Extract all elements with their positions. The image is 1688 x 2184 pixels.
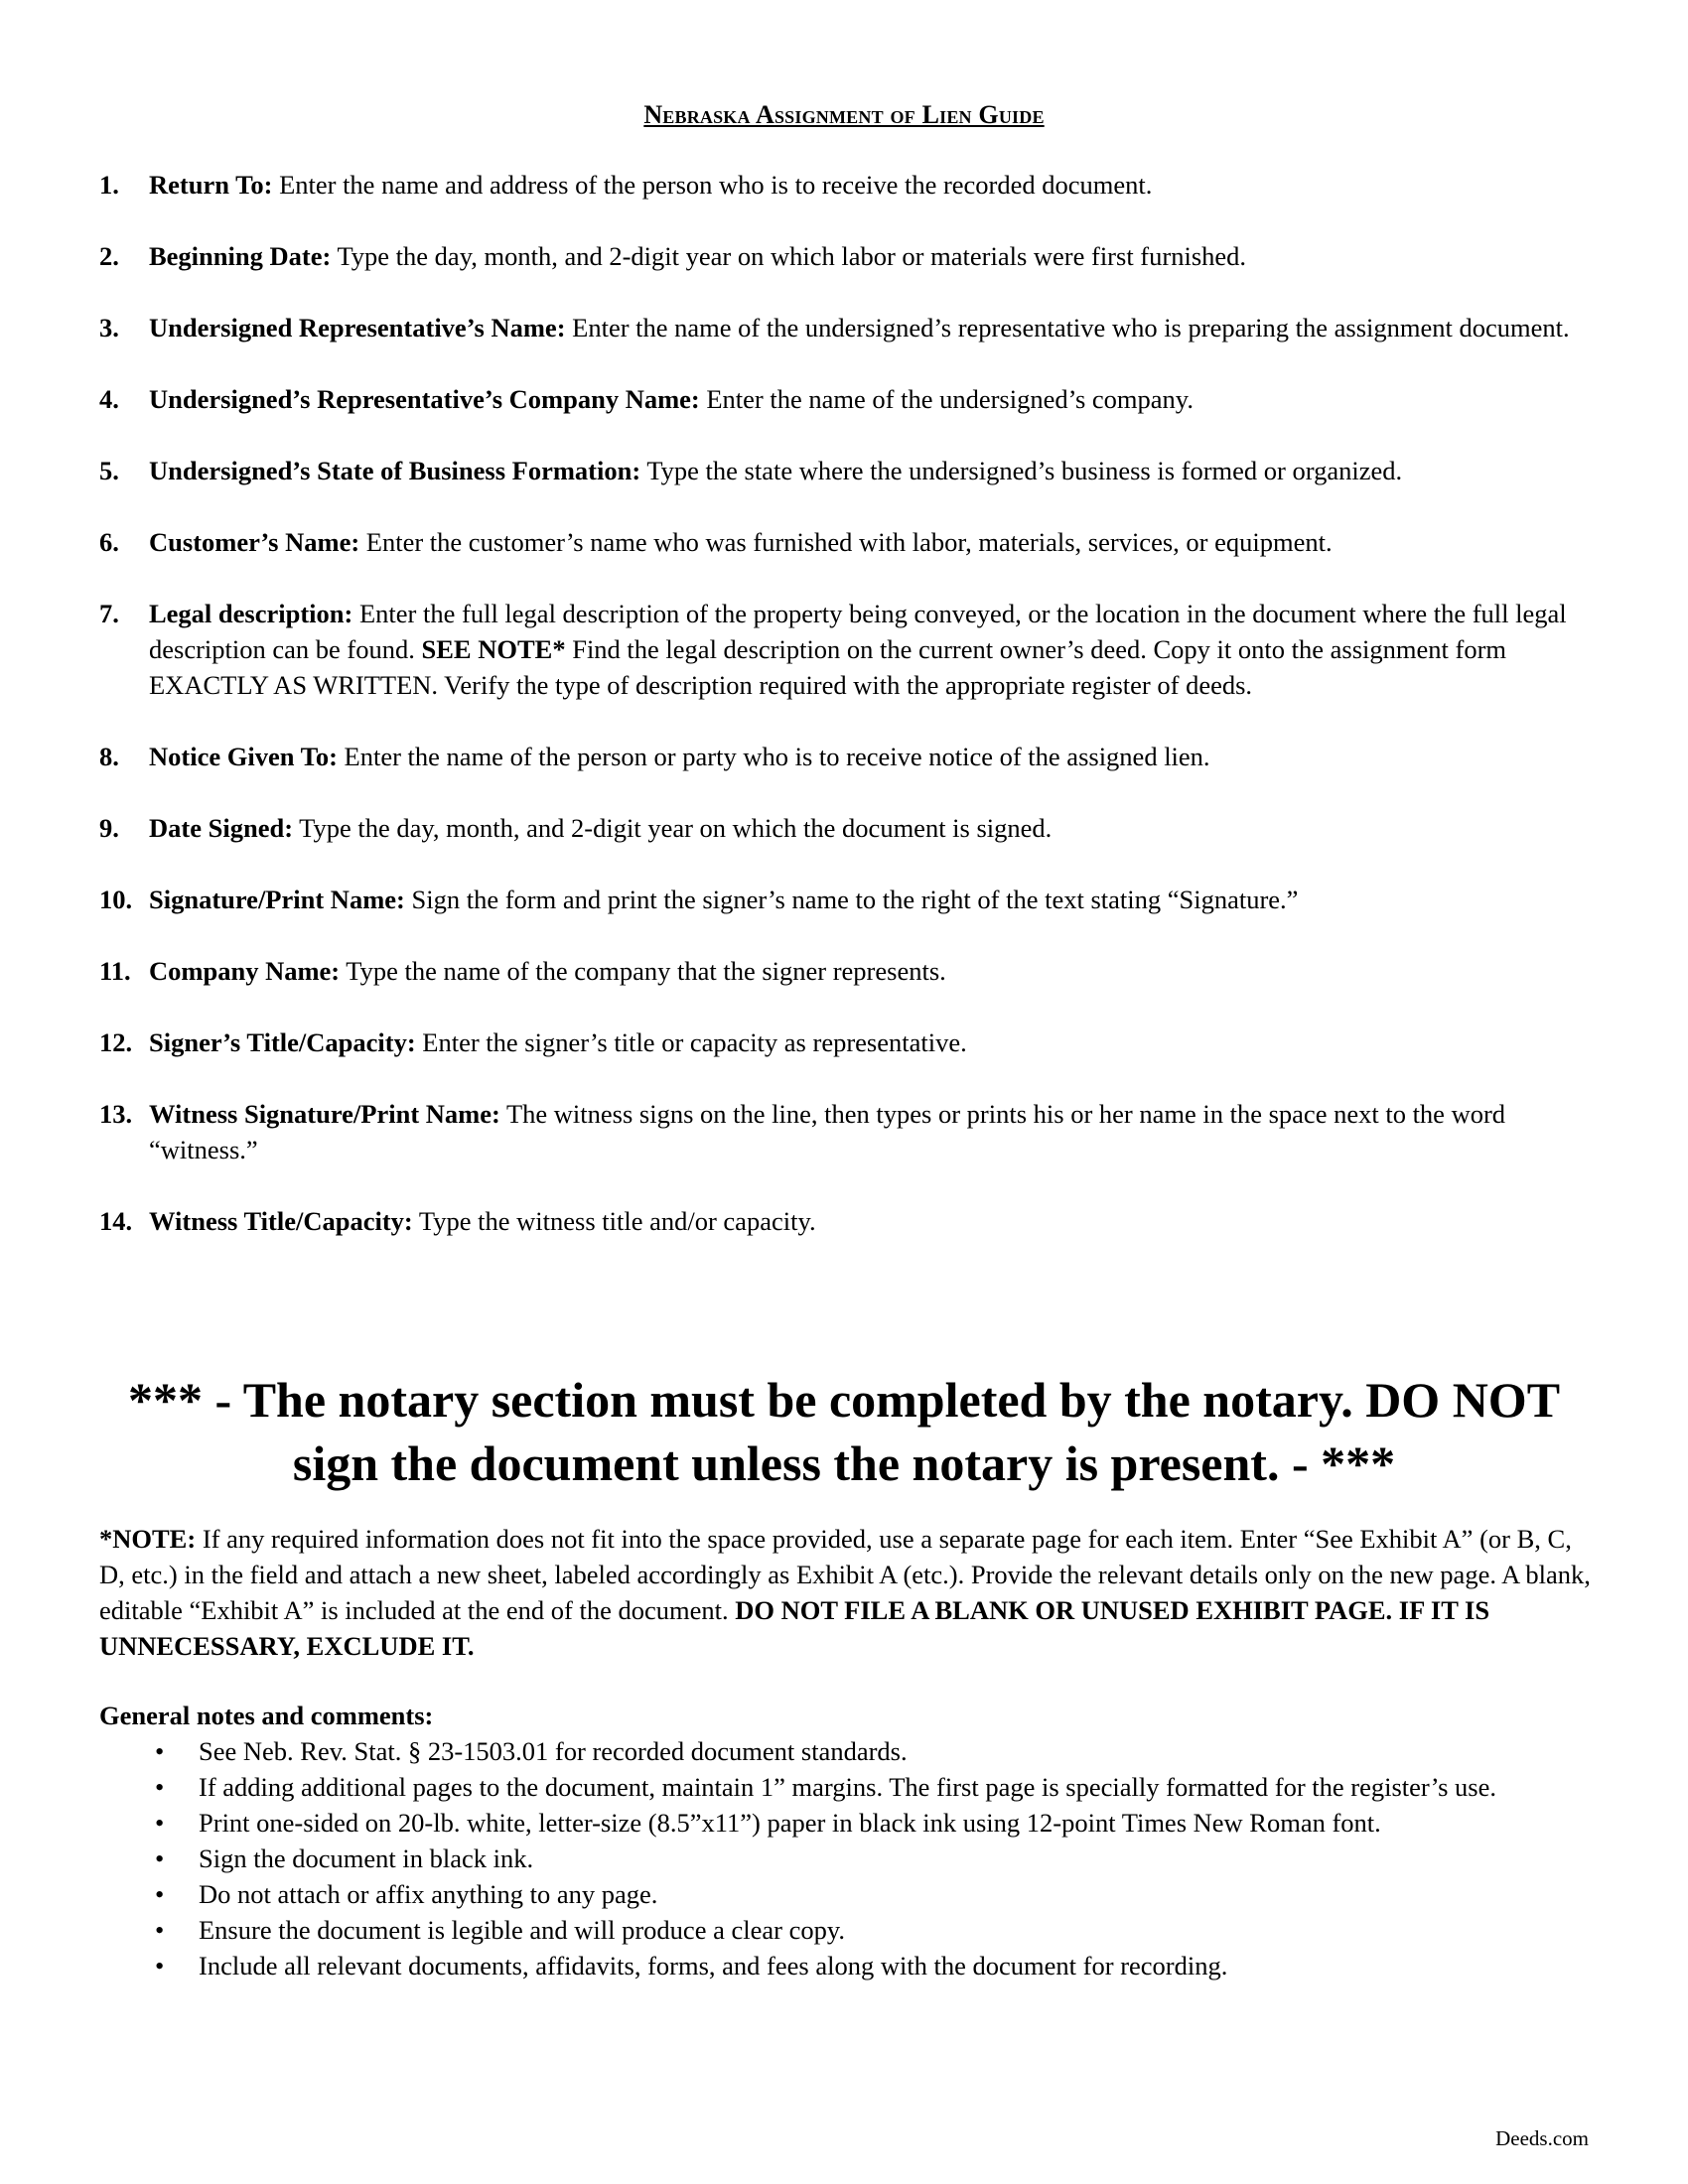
item-label: Witness Signature/Print Name: bbox=[149, 1099, 500, 1129]
list-item bbox=[99, 1769, 1589, 1805]
bullet-text: See Neb. Rev. Stat. § 23-1503.01 for recorded document standards. bbox=[199, 1736, 908, 1766]
item-label: Signer’s Title/Capacity: bbox=[149, 1027, 416, 1057]
list-item bbox=[99, 882, 1589, 917]
bullet-icon: • bbox=[155, 1879, 165, 1909]
item-label: Beginning Date: bbox=[149, 241, 332, 271]
item-text: Enter the name of the person or party who is to receive notice of the assigned lien. bbox=[337, 742, 1210, 771]
item-text: Enter the full legal description of the property being conveyed, or the location in the document where the full legal description can be found. bbox=[149, 599, 1567, 664]
item-number: 10. bbox=[99, 885, 133, 914]
item-number: 4. bbox=[99, 384, 119, 414]
list-item bbox=[99, 238, 1589, 274]
item-label: Return To: bbox=[149, 170, 273, 200]
item-label: Undersigned’s Representative’s Company Name: bbox=[149, 384, 700, 414]
general-notes bbox=[99, 1698, 1589, 1983]
item-text: Type the day, month, and 2-digit year on which labor or materials were first furnished. bbox=[331, 241, 1247, 271]
notary-warning-line-1: *** - The notary section must be completed by the notary. DO NOT bbox=[127, 1372, 1561, 1428]
item-text: Type the name of the company that the signer represents. bbox=[340, 956, 946, 986]
list-item bbox=[99, 953, 1589, 989]
item-text: Enter the customer’s name who was furnished with labor, materials, services, or equipment. bbox=[359, 527, 1333, 557]
bullet-icon: • bbox=[155, 1772, 165, 1802]
list-item bbox=[99, 1948, 1589, 1983]
item-label: Company Name: bbox=[149, 956, 341, 986]
bullet-text: Include all relevant documents, affidavits, forms, and fees along with the document for recording. bbox=[199, 1951, 1228, 1980]
note-label: *NOTE: bbox=[99, 1524, 197, 1554]
item-number: 13. bbox=[99, 1099, 133, 1129]
item-number: 14. bbox=[99, 1206, 133, 1236]
item-text: Type the day, month, and 2-digit year on which the document is signed. bbox=[293, 813, 1053, 843]
bullet-icon: • bbox=[155, 1843, 165, 1873]
item-label: Witness Title/Capacity: bbox=[149, 1206, 413, 1236]
bullet-icon: • bbox=[155, 1951, 165, 1980]
list-item bbox=[99, 596, 1589, 703]
item-number: 9. bbox=[99, 813, 119, 843]
list-item bbox=[99, 1805, 1589, 1841]
general-notes-list bbox=[99, 1733, 1589, 1983]
item-text: Enter the signer’s title or capacity as representative. bbox=[415, 1027, 967, 1057]
item-number: 6. bbox=[99, 527, 119, 557]
item-text: Sign the form and print the signer’s name to the right of the text stating “Signature.” bbox=[404, 885, 1299, 914]
general-notes-heading: General notes and comments: bbox=[99, 1701, 434, 1730]
item-number: 1. bbox=[99, 170, 119, 200]
bullet-icon: • bbox=[155, 1808, 165, 1838]
bullet-text: Print one-sided on 20-lb. white, letter-size (8.5”x11”) paper in black ink using 12-point Times New Roman font. bbox=[199, 1808, 1381, 1838]
bullet-text: If adding additional pages to the document, maintain 1” margins. The first page is specially formatted for the register’s use. bbox=[199, 1772, 1496, 1802]
item-label: Notice Given To: bbox=[149, 742, 338, 771]
item-label: Undersigned’s State of Business Formation: bbox=[149, 456, 641, 485]
note-paragraph bbox=[99, 1521, 1599, 1664]
see-note-reference: SEE NOTE* bbox=[421, 634, 566, 664]
list-item bbox=[99, 1841, 1589, 1876]
item-number: 8. bbox=[99, 742, 119, 771]
list-item bbox=[99, 1024, 1589, 1060]
bullet-icon: • bbox=[155, 1915, 165, 1945]
list-item bbox=[99, 524, 1589, 560]
list-item bbox=[99, 310, 1589, 345]
item-text: Type the state where the undersigned’s business is formed or organized. bbox=[640, 456, 1403, 485]
list-item bbox=[99, 810, 1589, 846]
bullet-text: Sign the document in black ink. bbox=[199, 1843, 534, 1873]
list-item bbox=[99, 1733, 1589, 1769]
list-item bbox=[99, 739, 1589, 774]
item-label: Customer’s Name: bbox=[149, 527, 360, 557]
item-number: 5. bbox=[99, 456, 119, 485]
list-item bbox=[99, 167, 1589, 203]
bullet-text: Do not attach or affix anything to any page. bbox=[199, 1879, 658, 1909]
list-item bbox=[99, 1203, 1589, 1239]
bullet-text: Ensure the document is legible and will produce a clear copy. bbox=[199, 1915, 845, 1945]
item-text: The witness signs on the line, then types or prints his or her name in the space next to the word “witness.” bbox=[149, 1099, 1506, 1164]
note-text: If any required information does not fit into the space provided, use a separate page for each item. Enter “See Exhibit A” (or B, C, D, etc.) in the field and attach a new sheet, labeled accordingly as Exhibit A (etc.). Provide the relevant details only on the new page. A blank, editable “Exhibit A” is included at the end of the document. bbox=[99, 1524, 1591, 1625]
item-number: 3. bbox=[99, 313, 119, 342]
item-text: Enter the name of the undersigned’s company. bbox=[699, 384, 1194, 414]
item-label: Signature/Print Name: bbox=[149, 885, 405, 914]
page-title: Nebraska Assignment of Lien Guide bbox=[643, 100, 1045, 129]
notary-warning-line-2: sign the document unless the notary is present. - *** bbox=[292, 1435, 1396, 1491]
footer-watermark: Deeds.com bbox=[1495, 2126, 1589, 2150]
instruction-list bbox=[99, 167, 1589, 1275]
item-text: Type the witness title and/or capacity. bbox=[412, 1206, 816, 1236]
item-text-continued: Find the legal description on the current owner’s deed. Copy it onto the assignment form EXACTLY AS WRITTEN. Verify the type of description required with the appropriate register of deeds. bbox=[149, 634, 1507, 700]
item-label: Undersigned Representative’s Name: bbox=[149, 313, 566, 342]
notary-warning bbox=[99, 1368, 1589, 1495]
list-item bbox=[99, 453, 1589, 488]
item-label: Date Signed: bbox=[149, 813, 294, 843]
list-item bbox=[99, 1096, 1589, 1167]
item-label: Legal description: bbox=[149, 599, 353, 628]
item-number: 7. bbox=[99, 599, 119, 628]
item-text: Enter the name of the undersigned’s representative who is preparing the assignment document. bbox=[565, 313, 1570, 342]
note-warning: DO NOT FILE A BLANK OR UNUSED EXHIBIT PAGE. IF IT IS UNNECESSARY, EXCLUDE IT. bbox=[99, 1595, 1490, 1661]
item-number: 11. bbox=[99, 956, 131, 986]
bullet-icon: • bbox=[155, 1736, 165, 1766]
list-item bbox=[99, 381, 1589, 417]
list-item bbox=[99, 1876, 1589, 1912]
item-text: Enter the name and address of the person who is to receive the recorded document. bbox=[272, 170, 1153, 200]
item-number: 12. bbox=[99, 1027, 133, 1057]
item-number: 2. bbox=[99, 241, 119, 271]
list-item bbox=[99, 1912, 1589, 1948]
